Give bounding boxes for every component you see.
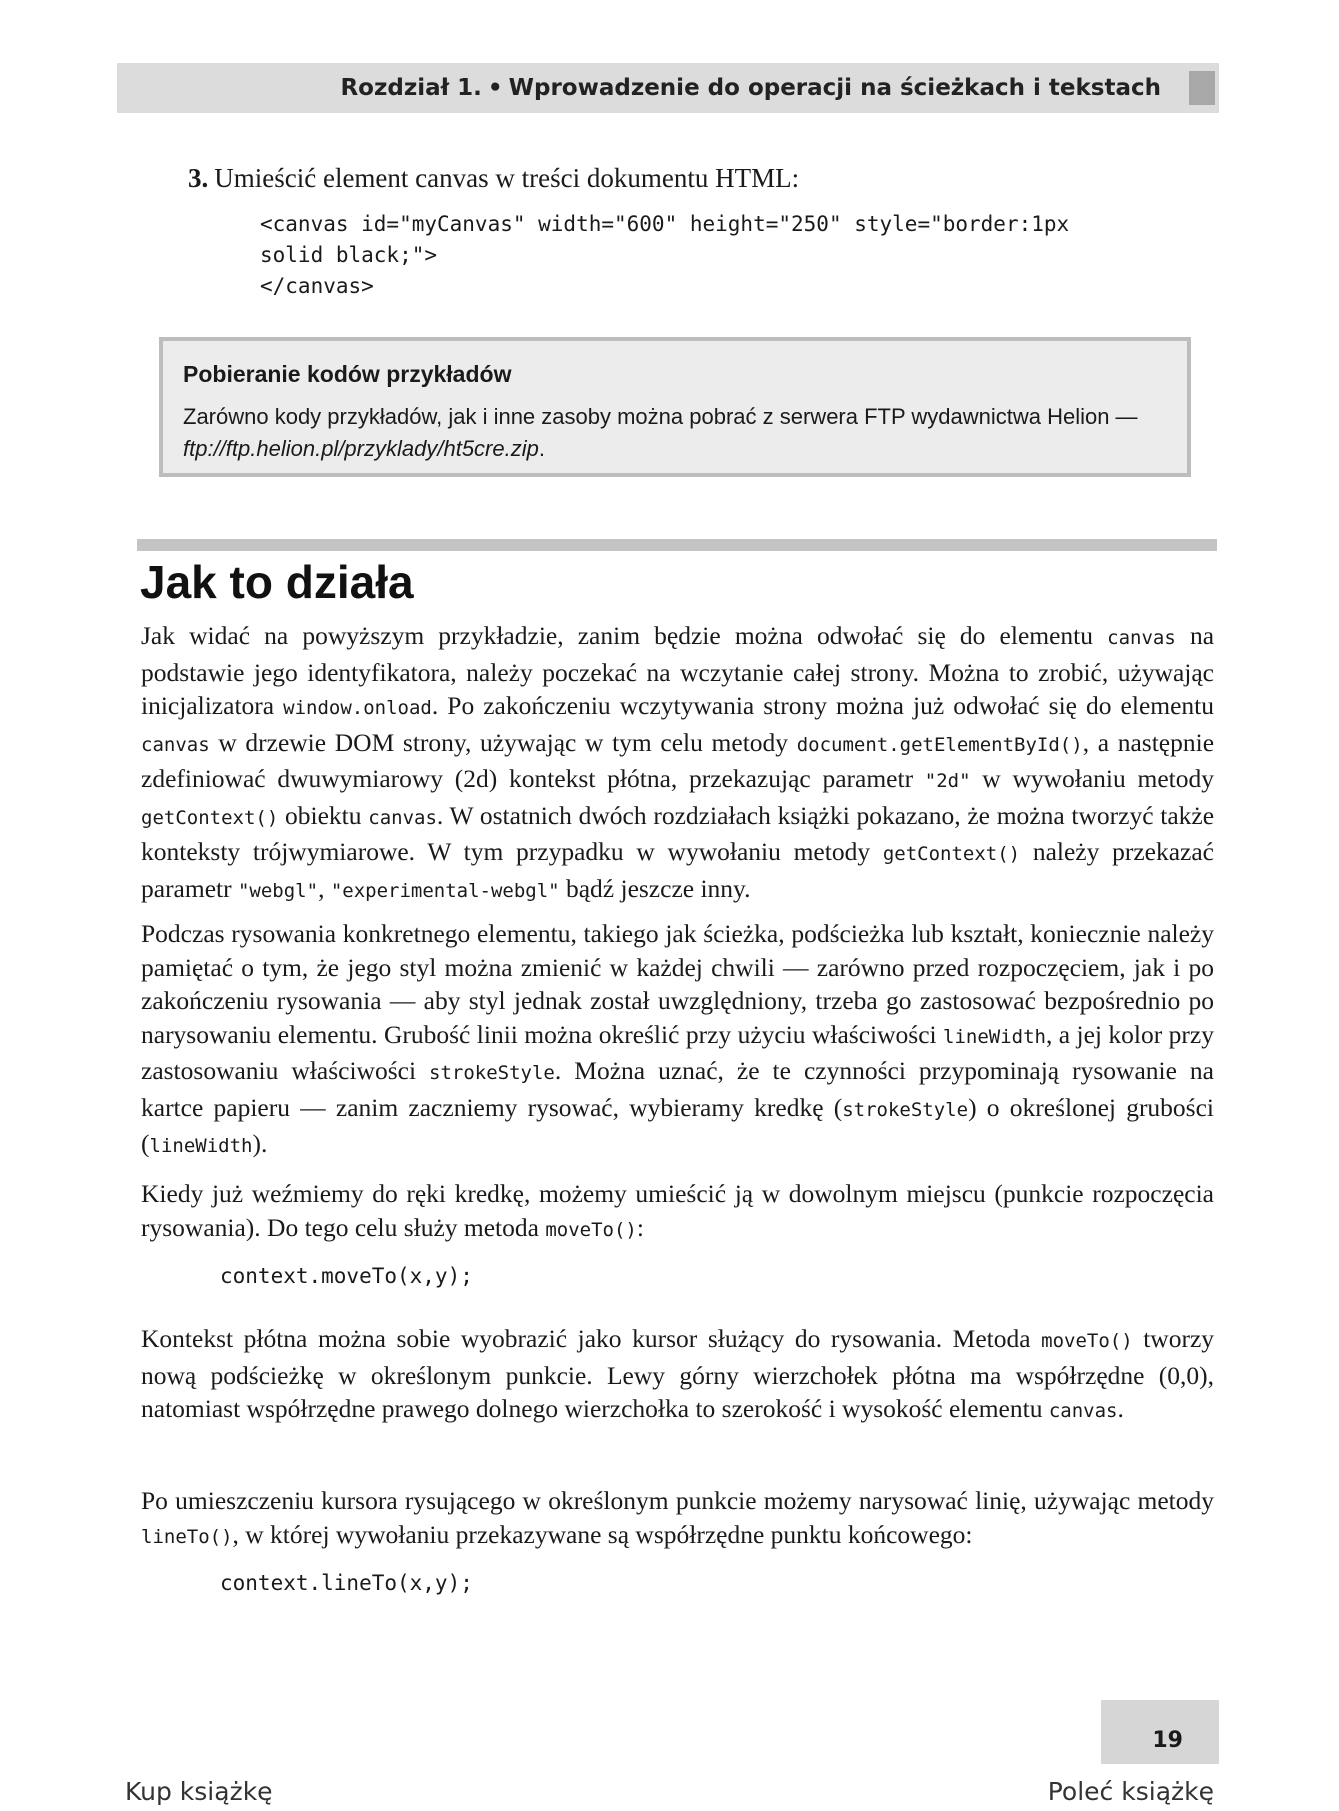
code-lineto: context.lineTo(x,y); xyxy=(220,1571,473,1595)
buy-book-link[interactable]: Kup książkę xyxy=(125,1777,273,1806)
inline-code: getContext() xyxy=(141,806,279,829)
paragraph-5 xyxy=(141,1484,1214,1554)
code-line: <canvas id="myCanvas" width="600" height="250" style="border:1px xyxy=(260,212,1070,236)
ftp-link[interactable]: ftp://ftp.helion.pl/przyklady/ht5cre.zip xyxy=(183,436,539,461)
text-run: należy przekazać parametr xyxy=(141,837,1214,903)
text-run: Podczas rysowania konkretnego elementu, takiego jak ścieżka, podścieżka lub kształt, koniecznie należy pamiętać o tym, że jego styl można zmienić w każdej chwili — zarówno przed rozpoczęciem, jak i po zakończeniu rysowania — aby styl jednak został uwzględniony, trzeba go zastosować bezpośrednio po narysowaniu elementu. Grubość linii można określić przy użyciu właściwości xyxy=(141,919,1214,1049)
running-header-text xyxy=(340,63,1161,113)
text-run: . xyxy=(1117,1394,1124,1423)
inline-code: "experimental-webgl" xyxy=(330,879,560,902)
section-heading: Jak to działa xyxy=(140,556,414,608)
page-number: 19 xyxy=(1152,1728,1183,1753)
section-rule xyxy=(137,539,1217,551)
inline-code: lineWidth xyxy=(943,1025,1046,1048)
inline-code: "2d" xyxy=(924,770,971,792)
inline-code: moveTo() xyxy=(1041,1330,1133,1352)
inline-code: lineWidth xyxy=(149,1135,253,1157)
inline-code: window.onload xyxy=(283,697,432,719)
paragraph-1 xyxy=(141,619,1214,908)
inline-code: strokeStyle xyxy=(429,1062,555,1084)
chapter-title: Wprowadzenie do operacji na ścieżkach i tekstach xyxy=(508,75,1161,101)
text-run: w wywołaniu metody xyxy=(982,764,1214,793)
inline-code: moveTo() xyxy=(545,1218,637,1241)
text-run: , w której wywołaniu przekazywane są współrzędne punktu końcowego: xyxy=(232,1519,973,1549)
inline-code: "webgl" xyxy=(237,879,319,902)
note-title: Pobieranie kodów przykładów xyxy=(183,361,512,387)
code-block-canvas xyxy=(260,209,1069,302)
note-end: . xyxy=(538,436,545,461)
text-run: Jak widać na powyższym przykładzie, zanim będzie można odwołać się do elementu xyxy=(141,621,1094,650)
note-text: Zarówno kody przykładów, jak i inne zasoby można pobrać z serwera FTP wydawnictwa Helion — xyxy=(183,404,1138,429)
header-bullet: • xyxy=(487,75,503,101)
header-thumb-tab xyxy=(1189,71,1215,105)
running-header xyxy=(117,63,1219,113)
text-run: . Po zakończeniu wczytywania strony można już odwołać się do elementu xyxy=(431,691,1214,720)
text-run: ). xyxy=(252,1129,268,1158)
text-run: . W ostatnich dwóch rozdziałach książki pokazano, że można tworzyć także konteksty trójwymiarowe. W tym przypadku w wywołaniu metody xyxy=(141,800,1215,866)
inline-code: canvas xyxy=(1048,1400,1118,1422)
text-run: bądź jeszcze inny. xyxy=(565,873,751,903)
text-run: na podstawie jego identyfikatora, należy poczekać na wczytanie całej strony. Można to zrobić, używając inicjalizatora xyxy=(141,621,1215,720)
text-run: , a jej kolor przy zastosowaniu właściwości xyxy=(141,1019,1214,1085)
inline-code: document.getElementById() xyxy=(796,733,1083,756)
text-run: w drzewie DOM strony, używając w tym celu metody xyxy=(218,727,789,757)
text-run: obiektu xyxy=(285,800,362,830)
text-run: Po umieszczeniu kursora rysującego w określonym punkcie możemy narysować linię, używając metody xyxy=(141,1486,1214,1515)
text-run: , xyxy=(318,873,325,903)
inline-code: strokeStyle xyxy=(842,1098,969,1121)
inline-code: canvas xyxy=(141,733,210,756)
page-number-box xyxy=(1101,1700,1219,1764)
paragraph-2 xyxy=(141,917,1214,1164)
step-text: Umieścić element canvas w treści dokumentu HTML: xyxy=(214,163,800,193)
text-run: ) o określonej grubości ( xyxy=(141,1092,1215,1158)
paragraph-3 xyxy=(141,1177,1214,1247)
inline-code: lineTo() xyxy=(141,1525,233,1548)
code-line: solid black;"> xyxy=(260,243,438,267)
step-number: 3. xyxy=(188,163,209,193)
text-run: . Można uznać, że te czynności przypominają rysowanie na kartce papieru — zanim zaczniemy rysować, wybieramy kredkę ( xyxy=(141,1056,1215,1122)
note-body xyxy=(183,401,1173,465)
code-moveto: context.moveTo(x,y); xyxy=(220,1264,473,1288)
step-3 xyxy=(188,163,799,194)
inline-code: canvas xyxy=(1107,627,1176,649)
text-run: , a następnie zdefiniować dwuwymiarowy (2d) kontekst płótna, przekazując parametr xyxy=(141,727,1215,793)
note-box xyxy=(159,337,1191,477)
code-line: </canvas> xyxy=(260,274,374,298)
text-run: tworzy nową podścieżkę w określonym punkcie. Lewy górny wierzchołek płótna ma współrzędne (0,0), natomiast współrzędne prawego dolnego wierzchołka to szerokość i wysokość elementu xyxy=(141,1324,1215,1423)
inline-code: canvas xyxy=(368,806,437,829)
chapter-label: Rozdział 1. xyxy=(340,75,482,101)
inline-code: getContext() xyxy=(882,843,1021,865)
text-run: : xyxy=(636,1212,644,1242)
text-run: Kiedy już weźmiemy do ręki kredkę, możemy umieścić ją w dowolnym miejscu (punkcie rozpoczęcia rysowania). Do tego celu służy metoda xyxy=(141,1179,1214,1242)
text-run: Kontekst płótna można sobie wyobrazić jako kursor służący do rysowania. Metoda xyxy=(141,1324,1031,1353)
recommend-book-link[interactable]: Poleć książkę xyxy=(1047,1777,1214,1806)
paragraph-4 xyxy=(141,1322,1214,1429)
